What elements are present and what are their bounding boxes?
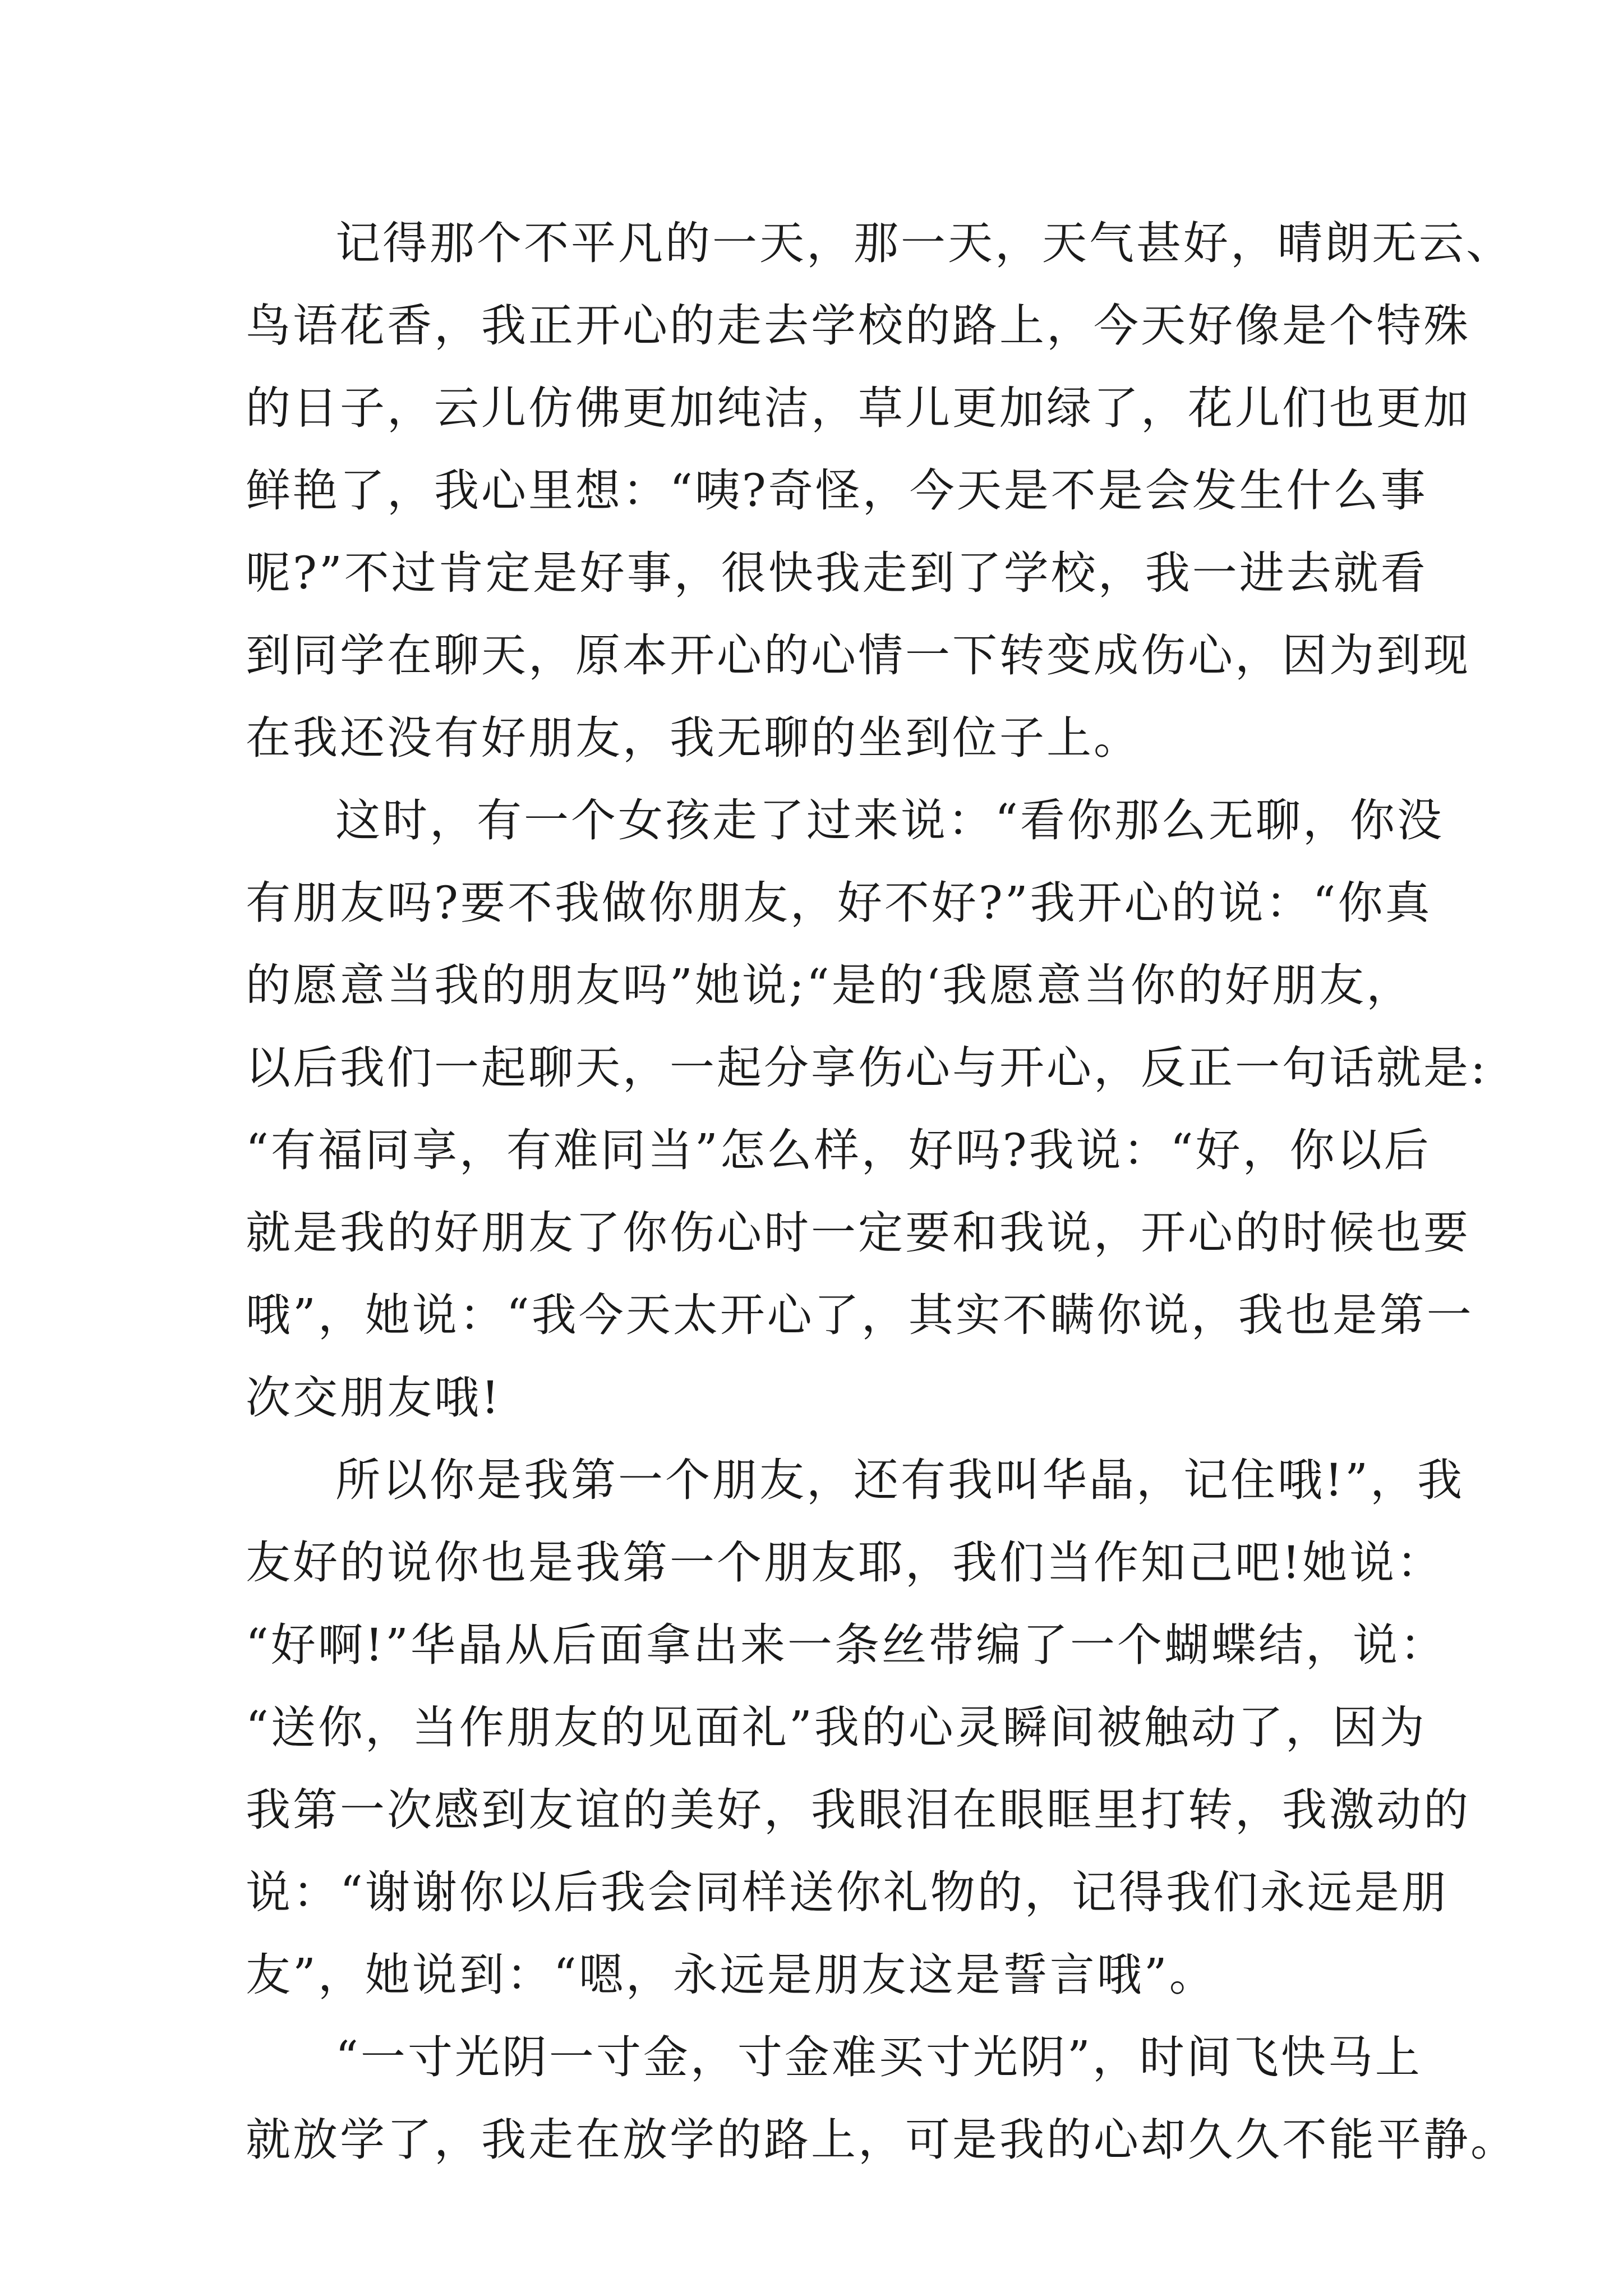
paragraph-line: 到同学在聊天，原本开心的心情一下转变成伤心，因为到现	[246, 629, 1470, 682]
paragraph-line: 哦”，她说：“我今天太开心了，其实不瞒你说，我也是第一	[246, 1289, 1474, 1341]
paragraph-line: “好啊!”华晶从后面拿出来一条丝带编了一个蝴蝶结，说：	[246, 1619, 1447, 1671]
paragraph-line: 就放学了，我走在放学的路上，可是我的心却久久不能平静。	[246, 2114, 1518, 2166]
paragraph-line: 就是我的好朋友了你伤心时一定要和我说，开心的时候也要	[246, 1207, 1470, 1259]
paragraph-line: 有朋友吗?要不我做你朋友，好不好?”我开心的说：“你真	[246, 877, 1432, 929]
document-body	[246, 202, 1518, 2181]
paragraph-line: 所以你是我第一个朋友，还有我叫华晶，记住哦!”，我	[335, 1454, 1465, 1506]
paragraph-line: 鲜艳了，我心里想：“咦?奇怪，今天是不是会发生什么事	[246, 464, 1428, 517]
paragraph-line: 我第一次感到友谊的美好，我眼泪在眼眶里打转，我激动的	[246, 1784, 1470, 1836]
paragraph-line: 次交朋友哦!	[246, 1372, 502, 1424]
paragraph-2	[246, 779, 1488, 1439]
paragraph-line: 在我还没有好朋友，我无聊的坐到位子上。	[246, 712, 1141, 764]
paragraph-line: 友”，她说到：“嗯，永远是朋友这是誓言哦”。	[246, 1949, 1216, 2001]
paragraph-line: 说：“谢谢你以后我会同样送你礼物的，记得我们永远是朋	[246, 1866, 1449, 1918]
paragraph-line: “有福同享，有难同当”怎么样，好吗?我说：“好，你以后	[246, 1124, 1431, 1176]
paragraph-line: 的愿意当我的朋友吗”她说;“是的‘我愿意当你的好朋友，	[246, 959, 1414, 1011]
paragraph-1	[246, 202, 1513, 779]
paragraph-line: 鸟语花香，我正开心的走去学校的路上，今天好像是个特殊	[246, 300, 1470, 352]
paragraph-line: 友好的说你也是我第一个朋友耶，我们当作知己吧!她说：	[246, 1536, 1444, 1589]
paragraph-line: 这时，有一个女孩走了过来说：“看你那么无聊，你没	[335, 794, 1444, 846]
paragraph-line: 以后我们一起聊天，一起分享伤心与开心，反正一句话就是:	[246, 1042, 1488, 1094]
paragraph-line: 呢?”不过肯定是好事，很快我走到了学校，我一进去就看	[246, 547, 1428, 599]
paragraph-line: 记得那个不平凡的一天，那一天，天气甚好，晴朗无云、	[335, 217, 1513, 269]
paragraph-line: “一寸光阴一寸金，寸金难买寸光阴”，时间飞快马上	[335, 2031, 1422, 2083]
paragraph-line: 的日子，云儿仿佛更加纯洁，草儿更加绿了，花儿们也更加	[246, 382, 1470, 434]
paragraph-3	[246, 1439, 1470, 2016]
paragraph-line: “送你，当作朋友的见面礼”我的心灵瞬间被触动了，因为	[246, 1701, 1427, 1754]
paragraph-4	[246, 2016, 1518, 2181]
